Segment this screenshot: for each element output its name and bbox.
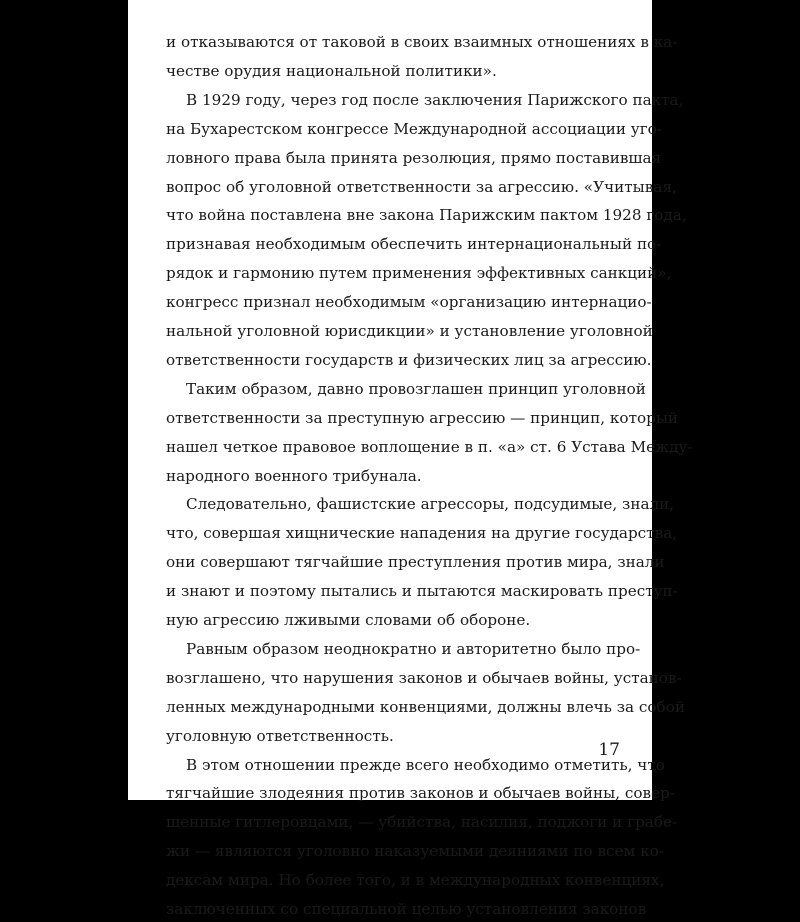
text-line: что, совершая хищнические нападения на другие государства, bbox=[166, 524, 678, 543]
text-line: ленных международными конвенциями, должны влечь за собой bbox=[166, 697, 685, 716]
text-line: они совершают тягчайшие преступления против мира, знали bbox=[166, 553, 665, 572]
page-number: 17 bbox=[598, 740, 620, 760]
text-line: честве орудия национальной политики». bbox=[166, 61, 497, 80]
text-line: нашел четкое правовое воплощение в п. «а» ст. 6 Устава Между- bbox=[166, 437, 693, 456]
text-line: и знают и поэтому пытались и пытаются маскировать преступ- bbox=[166, 582, 678, 601]
text-line: народного военного трибунала. bbox=[166, 466, 422, 485]
text-line: жи — являются уголовно наказуемыми деяниями по всем ко- bbox=[166, 842, 664, 861]
text-line: ную агрессию лживыми словами об обороне. bbox=[166, 611, 531, 629]
text-line: шенные гитлеровцами, — убийства, насилия, поджоги и грабе- bbox=[166, 813, 678, 832]
text-line: тягчайшие злодеяния против законов и обычаев войны, совер- bbox=[166, 784, 675, 803]
text-line: что война поставлена вне закона Парижским пактом 1928 года, bbox=[166, 206, 687, 225]
text-line: и отказываются от таковой в своих взаимных отношениях в ка- bbox=[166, 33, 678, 51]
text-line: Равным образом неоднократно и авторитетно было про- bbox=[186, 639, 641, 658]
text-line: Таким образом, давно провозглашен принцип уголовной bbox=[186, 379, 646, 398]
text-line: вопрос об уголовной ответственности за агрессию. «Учитывая, bbox=[166, 177, 677, 196]
text-line: возглашено, что нарушения законов и обычаев войны, установ- bbox=[166, 668, 682, 687]
text-line: В этом отношении прежде всего необходимо отметить, что bbox=[186, 755, 665, 774]
text-line: нальной уголовной юрисдикции» и установление уголовной bbox=[166, 322, 653, 340]
text-line: рядок и гармонию путем применения эффективных санкций», bbox=[166, 264, 672, 283]
text-line: Следовательно, фашистские агрессоры, подсудимые, знали, bbox=[186, 495, 675, 514]
book-page bbox=[128, 0, 693, 918]
text-line: ответственности за преступную агрессию — принцип, который bbox=[166, 408, 679, 427]
text-line: В 1929 году, через год после заключения Парижского пакта, bbox=[186, 90, 684, 109]
text-line: признавая необходимым обеспечить интернациональный по- bbox=[166, 235, 662, 254]
text-line: заключенных со специальной целью установления законов bbox=[166, 900, 647, 918]
text-line: ловного права была принята резолюция, прямо поставившая bbox=[166, 148, 662, 167]
text-line: ответственности государств и физических лиц за агрессию. bbox=[166, 350, 652, 369]
text-line: дексам мира. Но более того, и в международных конвенциях, bbox=[166, 871, 665, 890]
text-line: конгресс признал необходимым «организацию интернацио- bbox=[166, 293, 652, 312]
text-line: на Бухарестском конгрессе Международной ассоциации уго- bbox=[166, 119, 662, 138]
text-line: уголовную ответственность. bbox=[166, 726, 394, 745]
